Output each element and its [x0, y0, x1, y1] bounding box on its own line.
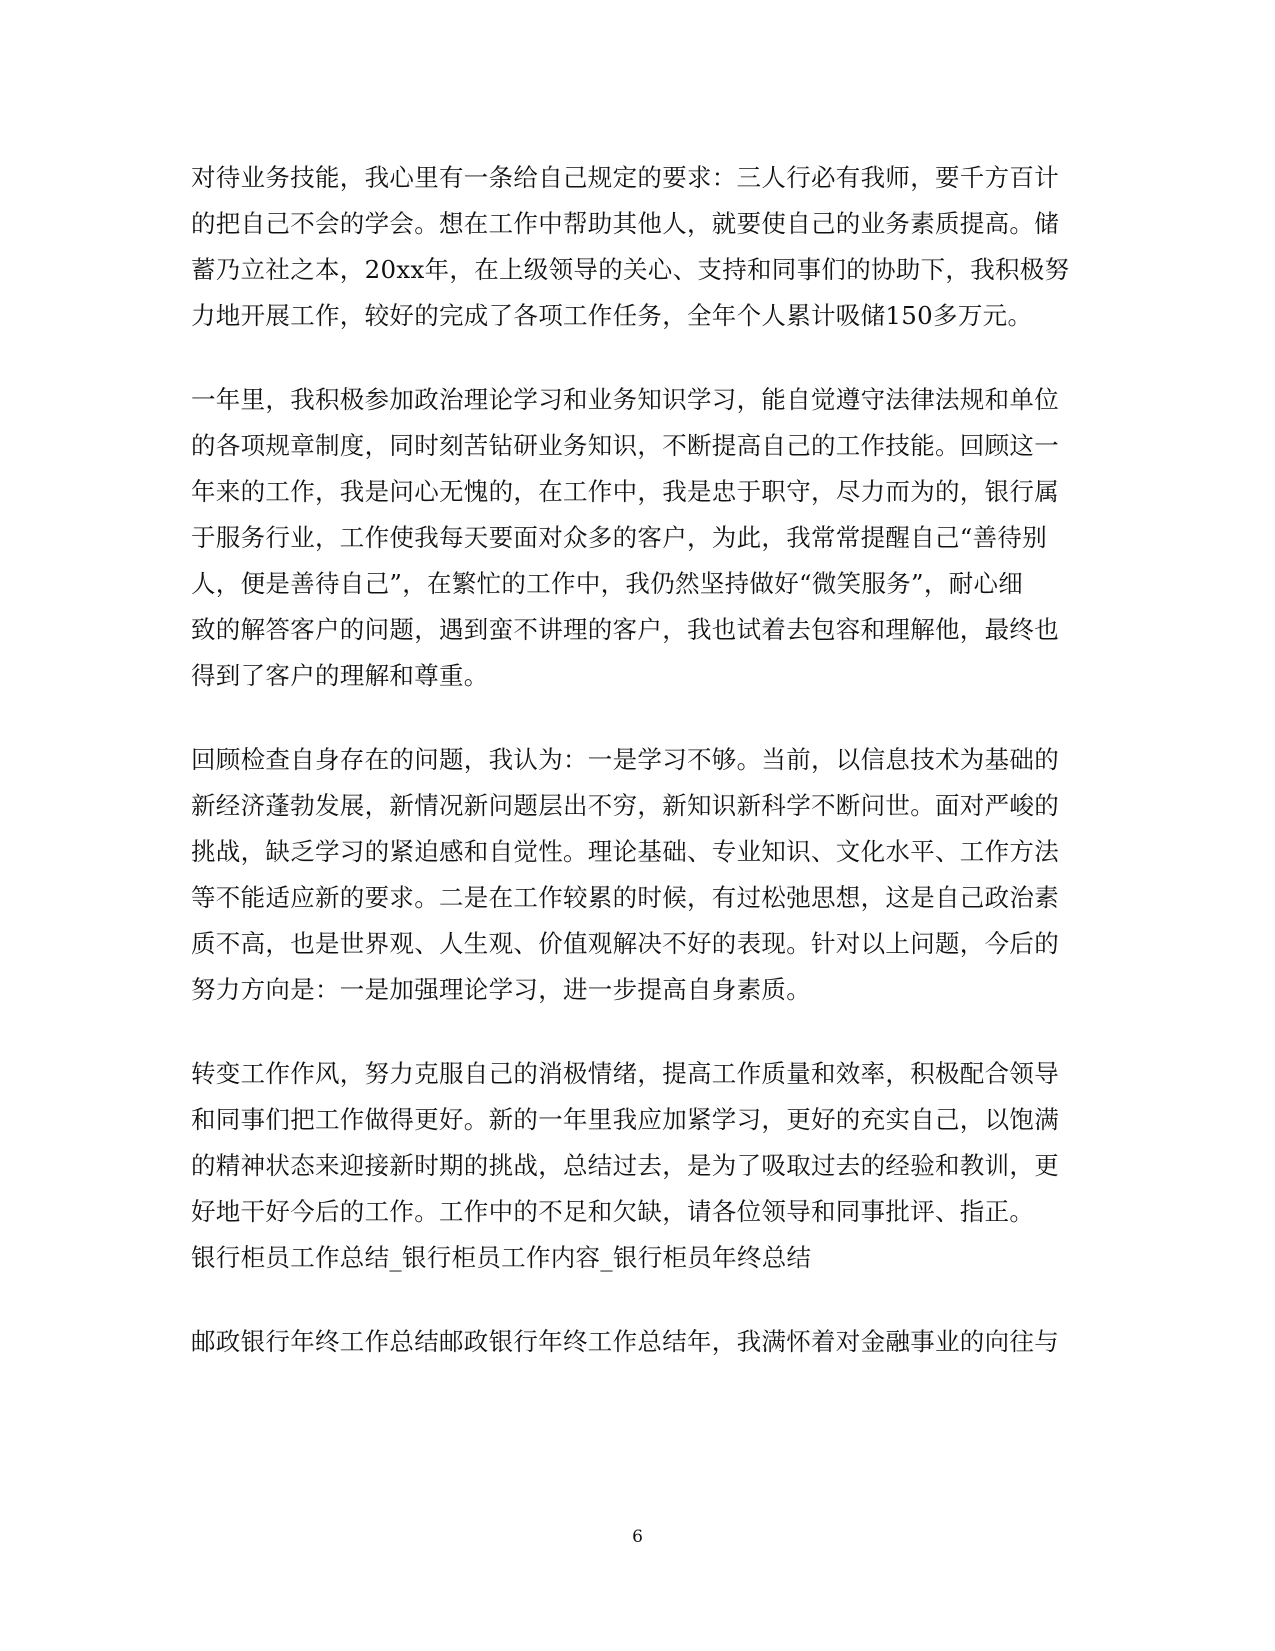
text-line: 一年里，我积极参加政治理论学习和业务知识学习，能自觉遵守法律法规和单位: [191, 385, 1059, 414]
text-line: 新经济蓬勃发展，新情况新问题层出不穷，新知识新科学不断问世。面对严峻的: [191, 791, 1059, 820]
section-heading: 银行柜员工作总结_银行柜员工作内容_银行柜员年终总结: [191, 1243, 812, 1272]
text-line: 的精神状态来迎接新时期的挑战，总结过去，是为了吸取过去的经验和教训，更: [191, 1151, 1059, 1180]
text-line: 人，便是善待自己”，在繁忙的工作中，我仍然坚持做好“微笑服务”，耐心细: [191, 569, 1024, 598]
text-line: 挑战，缺乏学习的紧迫感和自觉性。理论基础、专业知识、文化水平、工作方法: [191, 837, 1059, 866]
text-line: 转变工作作风，努力克服自己的消极情绪，提高工作质量和效率，积极配合领导: [191, 1059, 1059, 1088]
text-line: 蓄乃立社之本，20xx年，在上级领导的关心、支持和同事们的协助下，我积极努: [191, 255, 1070, 284]
text-line: 力地开展工作，较好的完成了各项工作任务，全年个人累计吸储150多万元。: [191, 301, 1033, 330]
text-line: 致的解答客户的问题，遇到蛮不讲理的客户，我也试着去包容和理解他，最终也: [191, 615, 1059, 644]
text-line: 质不高，也是世界观、人生观、价值观解决不好的表现。针对以上问题，今后的: [191, 929, 1059, 958]
text-line: 于服务行业，工作使我每天要面对众多的客户，为此，我常常提醒自己“善待别: [191, 523, 1048, 552]
text-line: 等不能适应新的要求。二是在工作较累的时候，有过松弛思想，这是自己政治素: [191, 883, 1059, 912]
text-line: 得到了客户的理解和尊重。: [191, 661, 489, 690]
text-line: 对待业务技能，我心里有一条给自己规定的要求：三人行必有我师，要千方百计: [191, 163, 1059, 192]
page-number: 6: [632, 1527, 643, 1547]
text-line: 努力方向是：一是加强理论学习，进一步提高自身素质。: [191, 975, 811, 1004]
text-line: 和同事们把工作做得更好。新的一年里我应加紧学习，更好的充实自己，以饱满: [191, 1105, 1059, 1134]
text-line: 邮政银行年终工作总结邮政银行年终工作总结年，我满怀着对金融事业的向往与: [191, 1327, 1059, 1356]
text-line: 的各项规章制度，同时刻苦钻研业务知识，不断提高自己的工作技能。回顾这一: [191, 431, 1059, 460]
text-line: 回顾检查自身存在的问题，我认为：一是学习不够。当前，以信息技术为基础的: [191, 745, 1059, 774]
text-line: 的把自己不会的学会。想在工作中帮助其他人，就要使自己的业务素质提高。储: [191, 209, 1059, 238]
text-line: 年来的工作，我是问心无愧的，在工作中，我是忠于职守，尽力而为的，银行属: [191, 477, 1059, 506]
text-line: 好地干好今后的工作。工作中的不足和欠缺，请各位领导和同事批评、指正。: [191, 1197, 1035, 1226]
